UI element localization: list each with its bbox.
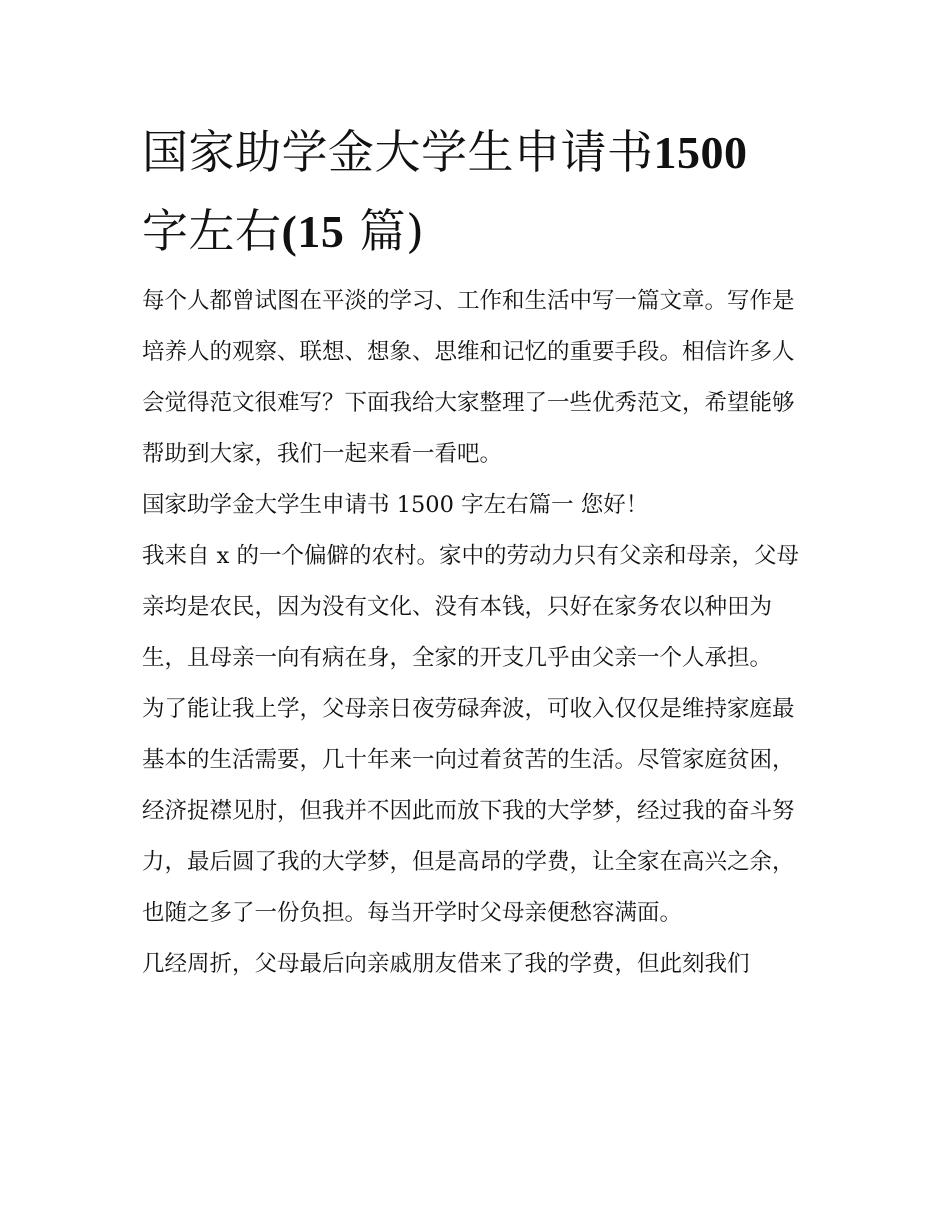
document-body: [142, 276, 812, 990]
title-text-3: 篇): [344, 204, 425, 258]
document-title: [142, 113, 822, 271]
paragraph-family: 我来自 x 的一个偏僻的农村。家中的劳动力只有父亲和母亲，父母亲均是农民，因为没有文化、没有本钱，只好在家务农以种田为生，且母亲一向有病在身，全家的开支几乎由父亲一个人承担。: [142, 543, 799, 671]
paragraph-intro: 每个人都曾试图在平淡的学习、工作和生活中写一篇文章。写作是培养人的观察、联想、想象、思维和记忆的重要手段。相信许多人会觉得范文很难写？下面我给大家整理了一些优秀范文，希望能够帮助到大家，我们一起来看一看吧。: [142, 288, 795, 467]
paragraph-heading: 国家助学金大学生申请书 1500 字左右篇一 您好！: [142, 492, 649, 518]
title-count: (15: [281, 206, 345, 257]
title-text-2: 字左右: [142, 204, 282, 258]
title-number: 1500: [653, 127, 748, 178]
paragraph-parents: 为了能让我上学，父母亲日夜劳碌奔波，可收入仅仅是维持家庭最基本的生活需要，几十年来一向过着贫苦的生活。尽管家庭贫困，经济捉襟见肘，但我并不因此而放下我的大学梦，经过我的奋斗努力，最后圆了我的大学梦，但是高昂的学费，让全家在高兴之余，也随之多了一份负担。每当开学时父母亲便愁容满面。: [142, 696, 795, 926]
title-text-1: 国家助学金大学生申请书: [142, 125, 654, 179]
paragraph-tuition: 几经周折，父母最后向亲戚朋友借来了我的学费，但此刻我们: [142, 951, 750, 977]
